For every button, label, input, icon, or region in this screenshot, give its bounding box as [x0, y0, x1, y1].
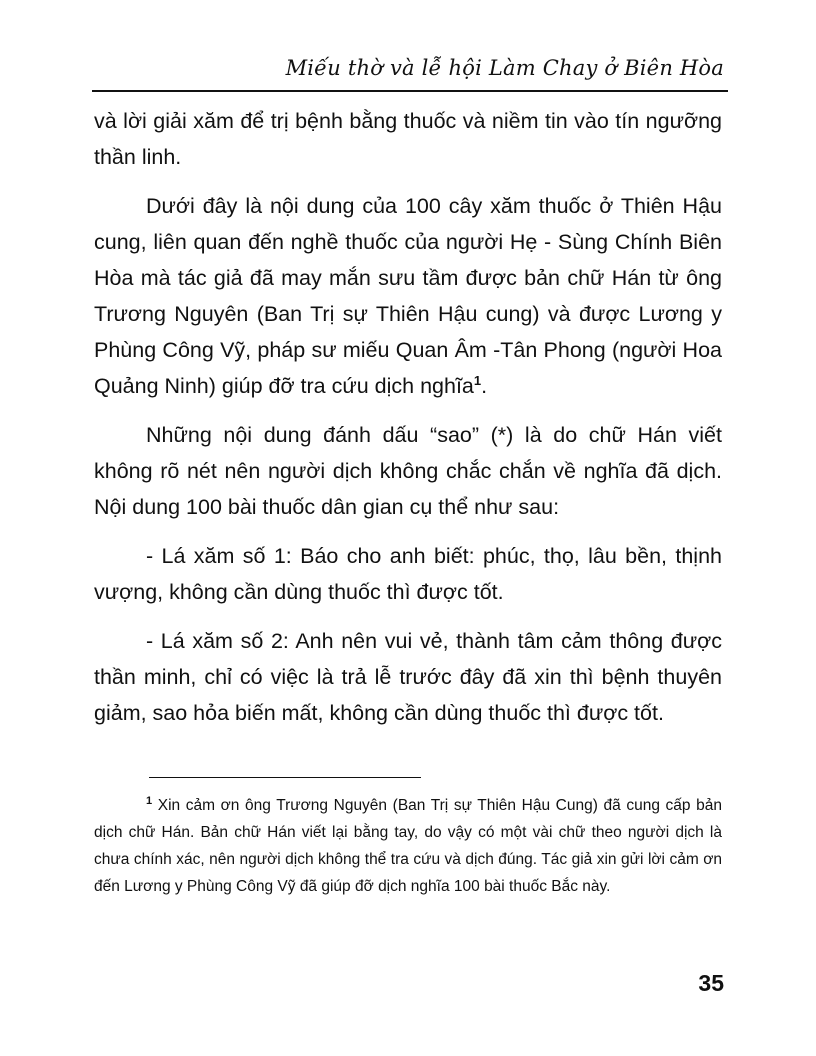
footnote-marker: 1: [146, 795, 153, 807]
footnote-rule: [149, 777, 421, 778]
running-header: Miếu thờ và lễ hội Làm Chay ở Biên Hòa: [285, 56, 724, 80]
paragraph-intro-period: .: [481, 374, 488, 398]
paragraph-continuation: và lời giải xăm để trị bệnh bằng thuốc và niềm tin vào tín ngưỡng thần linh.: [94, 109, 722, 169]
header-rule: [92, 90, 728, 92]
page-number: 35: [698, 970, 724, 996]
paragraph-intro: [94, 188, 722, 404]
footnote-reference[interactable]: 1: [473, 373, 482, 388]
footnote-text: Xin cảm ơn ông Trương Nguyên (Ban Trị sự Thiên Hậu Cung) đã cung cấp bản dịch chữ Hán. Bản chữ Hán viết lại bằng tay, do vậy có một vài chữ theo người dịch là chưa chính xác, nên người dịch không thể tra cứu và dịch đúng. Tác giả xin gửi lời cảm ơn đến Lương y Phùng Công Vỹ đã giúp đỡ dịch nghĩa 100 bài thuốc Bắc này.: [94, 797, 722, 895]
footnote: [94, 792, 722, 900]
paragraph-note: Những nội dung đánh dấu “sao” (*) là do chữ Hán viết không rõ nét nên người dịch không chắc chắn về nghĩa đã dịch. Nội dung 100 bài thuốc dân gian cụ thể như sau:: [94, 423, 722, 519]
paragraph-lot-1: - Lá xăm số 1: Báo cho anh biết: phúc, thọ, lâu bền, thịnh vượng, không cần dùng thuốc thì được tốt.: [94, 544, 722, 604]
paragraph-intro-text: Dưới đây là nội dung của 100 cây xăm thuốc ở Thiên Hậu cung, liên quan đến nghề thuốc của người Hẹ - Sùng Chính Biên Hòa mà tác giả đã may mắn sưu tầm được bản chữ Hán từ ông Trương Nguyên (Ban Trị sự Thiên Hậu cung) và được Lương y Phùng Công Vỹ, pháp sư miếu Quan Âm -Tân Phong (người Hoa Quảng Ninh) giúp đỡ tra cứu dịch nghĩa: [94, 194, 722, 398]
body-text: [94, 103, 722, 744]
paragraph-lot-2: - Lá xăm số 2: Anh nên vui vẻ, thành tâm cảm thông được thần minh, chỉ có việc là trả lễ trước đây đã xin thì bệnh thuyên giảm, sao hỏa biến mất, không cần dùng thuốc thì được tốt.: [94, 629, 722, 725]
